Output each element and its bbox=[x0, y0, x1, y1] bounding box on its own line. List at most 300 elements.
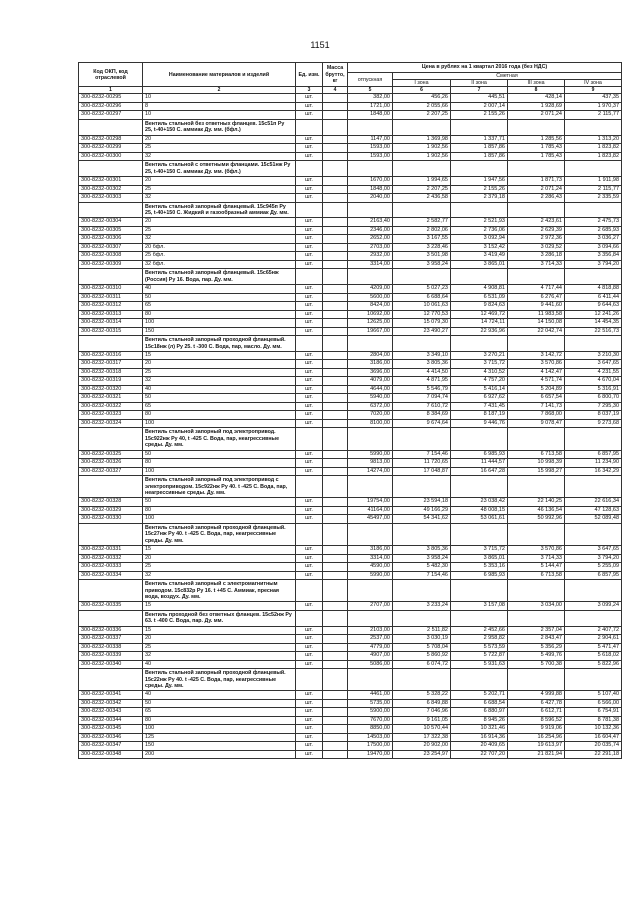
zone-2-price-cell: 1 857,86 bbox=[451, 144, 508, 153]
release-price-cell: 19754,00 bbox=[348, 498, 393, 507]
code-cell: 300-8232-00325 bbox=[79, 450, 143, 459]
group-code-cell bbox=[79, 669, 143, 691]
unit-cell: шт. bbox=[296, 385, 323, 394]
empty-cell bbox=[451, 428, 508, 450]
mass-cell bbox=[323, 226, 348, 235]
group-header-row bbox=[79, 428, 622, 450]
release-price-cell: 45497,00 bbox=[348, 515, 393, 524]
code-cell: 300-8232-00316 bbox=[79, 351, 143, 360]
header-mass: Масса брутто, кг bbox=[323, 63, 348, 87]
empty-cell bbox=[508, 336, 565, 352]
zone-2-price-cell: 6 927,62 bbox=[451, 394, 508, 403]
name-cell: 10 bbox=[143, 94, 296, 103]
name-cell: 8 bbox=[143, 102, 296, 111]
zone-4-price-cell: 3 356,84 bbox=[565, 252, 622, 261]
table-row bbox=[79, 302, 622, 311]
empty-cell bbox=[565, 119, 622, 135]
zone-2-price-cell: 2 452,66 bbox=[451, 626, 508, 635]
name-cell: 25 bbox=[143, 643, 296, 652]
unit-cell: шт. bbox=[296, 554, 323, 563]
empty-cell bbox=[508, 610, 565, 626]
zone-1-price-cell: 20 902,00 bbox=[393, 742, 451, 751]
zone-2-price-cell: 23 038,42 bbox=[451, 498, 508, 507]
zone-2-price-cell: 3 157,08 bbox=[451, 602, 508, 611]
code-cell: 300-8232-00336 bbox=[79, 626, 143, 635]
zone-2-price-cell: 3 152,42 bbox=[451, 243, 508, 252]
header-unit: Ед. изм. bbox=[296, 63, 323, 87]
mass-cell bbox=[323, 419, 348, 428]
mass-cell bbox=[323, 102, 348, 111]
code-cell: 300-8232-00295 bbox=[79, 94, 143, 103]
code-cell: 300-8232-00334 bbox=[79, 571, 143, 580]
table-row bbox=[79, 218, 622, 227]
zone-1-price-cell: 2 436,58 bbox=[393, 194, 451, 203]
empty-cell bbox=[451, 476, 508, 498]
table-row bbox=[79, 285, 622, 294]
empty-cell bbox=[296, 202, 323, 218]
code-cell: 300-8232-00313 bbox=[79, 310, 143, 319]
unit-cell: шт. bbox=[296, 368, 323, 377]
unit-cell: шт. bbox=[296, 571, 323, 580]
code-cell: 300-8232-00337 bbox=[79, 635, 143, 644]
table-row bbox=[79, 546, 622, 555]
unit-cell: шт. bbox=[296, 419, 323, 428]
table-row bbox=[79, 252, 622, 261]
mass-cell bbox=[323, 351, 348, 360]
zone-3-price-cell: 3 714,33 bbox=[508, 260, 565, 269]
zone-3-price-cell: 3 142,72 bbox=[508, 351, 565, 360]
zone-1-price-cell: 2 511,82 bbox=[393, 626, 451, 635]
release-price-cell: 4079,00 bbox=[348, 377, 393, 386]
unit-cell: шт. bbox=[296, 293, 323, 302]
empty-cell bbox=[348, 669, 393, 691]
zone-3-price-cell: 1 928,69 bbox=[508, 102, 565, 111]
column-number: 7 bbox=[451, 87, 508, 94]
empty-cell bbox=[296, 523, 323, 545]
empty-cell bbox=[451, 119, 508, 135]
code-cell: 300-8232-00333 bbox=[79, 563, 143, 572]
group-title: Вентиль стальной запорный фланцевый. 15с65нж (Россия) Ру 16. Вода, пар. Ду. мм. bbox=[143, 269, 296, 285]
name-cell: 40 bbox=[143, 691, 296, 700]
zone-1-price-cell: 1 902,56 bbox=[393, 144, 451, 153]
mass-cell bbox=[323, 459, 348, 468]
zone-1-price-cell: 1 369,98 bbox=[393, 135, 451, 144]
price-table bbox=[78, 62, 622, 759]
zone-1-price-cell: 7 610,72 bbox=[393, 402, 451, 411]
release-price-cell: 5900,00 bbox=[348, 708, 393, 717]
zone-1-price-cell: 3 167,55 bbox=[393, 235, 451, 244]
table-row bbox=[79, 185, 622, 194]
empty-cell bbox=[393, 610, 451, 626]
empty-cell bbox=[323, 161, 348, 177]
release-price-cell: 5990,00 bbox=[348, 571, 393, 580]
mass-cell bbox=[323, 742, 348, 751]
zone-1-price-cell: 7 046,96 bbox=[393, 708, 451, 717]
zone-2-price-cell: 6 880,97 bbox=[451, 708, 508, 717]
table-row bbox=[79, 327, 622, 336]
zone-4-price-cell: 3 099,24 bbox=[565, 602, 622, 611]
zone-2-price-cell: 2 155,26 bbox=[451, 111, 508, 120]
table-row bbox=[79, 626, 622, 635]
unit-cell: шт. bbox=[296, 626, 323, 635]
code-cell: 300-8232-00341 bbox=[79, 691, 143, 700]
group-header-row bbox=[79, 476, 622, 498]
zone-2-price-cell: 9 446,76 bbox=[451, 419, 508, 428]
name-cell: 25 bbox=[143, 563, 296, 572]
empty-cell bbox=[393, 269, 451, 285]
zone-1-price-cell: 2 582,77 bbox=[393, 218, 451, 227]
mass-cell bbox=[323, 152, 348, 161]
zone-3-price-cell: 3 034,00 bbox=[508, 602, 565, 611]
mass-cell bbox=[323, 571, 348, 580]
code-cell: 300-8232-00339 bbox=[79, 652, 143, 661]
code-cell: 300-8232-00317 bbox=[79, 360, 143, 369]
unit-cell: шт. bbox=[296, 285, 323, 294]
table-row bbox=[79, 419, 622, 428]
unit-cell: шт. bbox=[296, 750, 323, 759]
mass-cell bbox=[323, 643, 348, 652]
empty-cell bbox=[296, 119, 323, 135]
unit-cell: шт. bbox=[296, 450, 323, 459]
zone-4-price-cell: 16 342,29 bbox=[565, 467, 622, 476]
zone-4-price-cell: 1 823,82 bbox=[565, 144, 622, 153]
code-cell: 300-8232-00331 bbox=[79, 546, 143, 555]
zone-2-price-cell: 2 736,06 bbox=[451, 226, 508, 235]
zone-1-price-cell: 9 674,64 bbox=[393, 419, 451, 428]
unit-cell: шт. bbox=[296, 94, 323, 103]
table-row bbox=[79, 716, 622, 725]
zone-2-price-cell: 3 270,21 bbox=[451, 351, 508, 360]
zone-2-price-cell: 14 724,11 bbox=[451, 319, 508, 328]
release-price-cell: 3314,00 bbox=[348, 260, 393, 269]
unit-cell: шт. bbox=[296, 691, 323, 700]
zone-2-price-cell: 5 573,59 bbox=[451, 643, 508, 652]
zone-4-price-cell: 3 094,66 bbox=[565, 243, 622, 252]
zone-2-price-cell: 48 008,15 bbox=[451, 506, 508, 515]
mass-cell bbox=[323, 260, 348, 269]
empty-cell bbox=[451, 336, 508, 352]
zone-4-price-cell: 4 670,04 bbox=[565, 377, 622, 386]
zone-2-price-cell: 22 707,20 bbox=[451, 750, 508, 759]
zone-4-price-cell: 2 115,77 bbox=[565, 185, 622, 194]
zone-1-price-cell: 3 501,98 bbox=[393, 252, 451, 261]
name-cell: 20 bbox=[143, 554, 296, 563]
table-row bbox=[79, 293, 622, 302]
table-row bbox=[79, 94, 622, 103]
zone-3-price-cell: 9 441,60 bbox=[508, 302, 565, 311]
zone-1-price-cell: 5 546,79 bbox=[393, 385, 451, 394]
empty-cell bbox=[508, 269, 565, 285]
empty-cell bbox=[348, 269, 393, 285]
unit-cell: шт. bbox=[296, 515, 323, 524]
name-cell: 100 bbox=[143, 419, 296, 428]
release-price-cell: 8100,00 bbox=[348, 419, 393, 428]
zone-2-price-cell: 5 931,63 bbox=[451, 660, 508, 669]
zone-2-price-cell: 6 531,09 bbox=[451, 293, 508, 302]
zone-2-price-cell: 2 007,14 bbox=[451, 102, 508, 111]
zone-4-price-cell: 12 241,26 bbox=[565, 310, 622, 319]
release-price-cell: 9813,00 bbox=[348, 459, 393, 468]
zone-3-price-cell: 1 285,56 bbox=[508, 135, 565, 144]
header-estimate: Сметная bbox=[393, 73, 622, 80]
mass-cell bbox=[323, 285, 348, 294]
code-cell: 300-8232-00326 bbox=[79, 459, 143, 468]
code-cell: 300-8232-00307 bbox=[79, 243, 143, 252]
zone-3-price-cell: 2 357,04 bbox=[508, 626, 565, 635]
zone-3-price-cell: 5 144,47 bbox=[508, 563, 565, 572]
release-price-cell: 1848,00 bbox=[348, 185, 393, 194]
table-row bbox=[79, 194, 622, 203]
zone-1-price-cell: 5 328,22 bbox=[393, 691, 451, 700]
name-cell: 40 bbox=[143, 660, 296, 669]
empty-cell bbox=[508, 202, 565, 218]
unit-cell: шт. bbox=[296, 708, 323, 717]
mass-cell bbox=[323, 144, 348, 153]
unit-cell: шт. bbox=[296, 402, 323, 411]
header-code: Код ОКП, код отраслевой bbox=[79, 63, 143, 87]
group-code-cell bbox=[79, 523, 143, 545]
zone-4-price-cell: 3 036,27 bbox=[565, 235, 622, 244]
zone-3-price-cell: 5 204,89 bbox=[508, 385, 565, 394]
name-cell: 15 bbox=[143, 602, 296, 611]
release-price-cell: 1593,00 bbox=[348, 152, 393, 161]
zone-2-price-cell: 16 914,36 bbox=[451, 733, 508, 742]
header-price-title: Цена в рублях на 1 квартал 2016 года (без НДС) bbox=[348, 63, 622, 73]
group-header-row bbox=[79, 336, 622, 352]
zone-2-price-cell: 1 947,56 bbox=[451, 177, 508, 186]
empty-cell bbox=[393, 580, 451, 602]
zone-1-price-cell: 2 207,25 bbox=[393, 111, 451, 120]
empty-cell bbox=[451, 269, 508, 285]
mass-cell bbox=[323, 111, 348, 120]
zone-1-price-cell: 3 805,36 bbox=[393, 360, 451, 369]
zone-4-price-cell: 1 911,98 bbox=[565, 177, 622, 186]
name-cell: 80 bbox=[143, 411, 296, 420]
zone-1-price-cell: 17 048,87 bbox=[393, 467, 451, 476]
mass-cell bbox=[323, 319, 348, 328]
empty-cell bbox=[451, 610, 508, 626]
table-row bbox=[79, 635, 622, 644]
zone-2-price-cell: 4 908,81 bbox=[451, 285, 508, 294]
table-row bbox=[79, 102, 622, 111]
zone-2-price-cell: 2 155,26 bbox=[451, 185, 508, 194]
column-number: 8 bbox=[508, 87, 565, 94]
unit-cell: шт. bbox=[296, 660, 323, 669]
table-row bbox=[79, 742, 622, 751]
zone-3-price-cell: 4 142,47 bbox=[508, 368, 565, 377]
zone-2-price-cell: 8 945,26 bbox=[451, 716, 508, 725]
code-cell: 300-8232-00328 bbox=[79, 498, 143, 507]
group-header-row bbox=[79, 202, 622, 218]
empty-cell bbox=[565, 610, 622, 626]
group-title: Вентиль стальной запорный проходной фланцевый. 15с18нж (л) Ру 25. t -300 С. Вода, пар, масло. Ду. мм. bbox=[143, 336, 296, 352]
table-row bbox=[79, 691, 622, 700]
zone-4-price-cell: 6 800,70 bbox=[565, 394, 622, 403]
zone-1-price-cell: 49 166,29 bbox=[393, 506, 451, 515]
name-cell: 20 bbox=[143, 135, 296, 144]
unit-cell: шт. bbox=[296, 506, 323, 515]
empty-cell bbox=[393, 523, 451, 545]
header-zone-4: IV зона bbox=[565, 80, 622, 87]
table-row bbox=[79, 135, 622, 144]
release-price-cell: 3186,00 bbox=[348, 360, 393, 369]
zone-3-price-cell: 4 717,44 bbox=[508, 285, 565, 294]
name-cell: 20 бфл. bbox=[143, 243, 296, 252]
zone-3-price-cell: 1 785,43 bbox=[508, 152, 565, 161]
zone-1-price-cell: 9 161,05 bbox=[393, 716, 451, 725]
unit-cell: шт. bbox=[296, 102, 323, 111]
code-cell: 300-8232-00346 bbox=[79, 733, 143, 742]
zone-3-price-cell: 2 071,24 bbox=[508, 185, 565, 194]
unit-cell: шт. bbox=[296, 152, 323, 161]
release-price-cell: 12625,00 bbox=[348, 319, 393, 328]
zone-3-price-cell: 2 286,43 bbox=[508, 194, 565, 203]
name-cell: 65 bbox=[143, 708, 296, 717]
zone-3-price-cell: 4 999,88 bbox=[508, 691, 565, 700]
zone-2-price-cell: 3 715,72 bbox=[451, 546, 508, 555]
name-cell: 15 bbox=[143, 351, 296, 360]
release-price-cell: 1593,00 bbox=[348, 144, 393, 153]
zone-4-price-cell: 11 234,90 bbox=[565, 459, 622, 468]
zone-4-price-cell: 6 754,91 bbox=[565, 708, 622, 717]
zone-4-price-cell: 6 857,95 bbox=[565, 450, 622, 459]
zone-3-price-cell: 6 713,58 bbox=[508, 571, 565, 580]
zone-4-price-cell: 1 313,20 bbox=[565, 135, 622, 144]
empty-cell bbox=[323, 202, 348, 218]
header-name: Наименование материалов и изделий bbox=[143, 63, 296, 87]
zone-4-price-cell: 9 273,68 bbox=[565, 419, 622, 428]
empty-cell bbox=[296, 161, 323, 177]
mass-cell bbox=[323, 733, 348, 742]
release-price-cell: 5990,00 bbox=[348, 450, 393, 459]
zone-1-price-cell: 5 860,92 bbox=[393, 652, 451, 661]
release-price-cell: 41164,00 bbox=[348, 506, 393, 515]
empty-cell bbox=[348, 336, 393, 352]
zone-4-price-cell: 5 107,40 bbox=[565, 691, 622, 700]
table-row bbox=[79, 450, 622, 459]
unit-cell: шт. bbox=[296, 652, 323, 661]
code-cell: 300-8232-00296 bbox=[79, 102, 143, 111]
zone-1-price-cell: 3 958,24 bbox=[393, 260, 451, 269]
group-code-cell bbox=[79, 610, 143, 626]
group-code-cell bbox=[79, 336, 143, 352]
table-row bbox=[79, 152, 622, 161]
mass-cell bbox=[323, 411, 348, 420]
zone-3-price-cell: 2 071,24 bbox=[508, 111, 565, 120]
mass-cell bbox=[323, 750, 348, 759]
zone-4-price-cell: 2 475,73 bbox=[565, 218, 622, 227]
table-body bbox=[79, 94, 622, 759]
zone-3-price-cell: 3 029,52 bbox=[508, 243, 565, 252]
table-row bbox=[79, 708, 622, 717]
empty-cell bbox=[565, 336, 622, 352]
name-cell: 150 bbox=[143, 327, 296, 336]
zone-1-price-cell: 23 594,18 bbox=[393, 498, 451, 507]
mass-cell bbox=[323, 94, 348, 103]
code-cell: 300-8232-00319 bbox=[79, 377, 143, 386]
empty-cell bbox=[348, 161, 393, 177]
empty-cell bbox=[296, 476, 323, 498]
zone-2-price-cell: 5 722,87 bbox=[451, 652, 508, 661]
group-header-row bbox=[79, 161, 622, 177]
empty-cell bbox=[565, 523, 622, 545]
zone-2-price-cell: 11 444,57 bbox=[451, 459, 508, 468]
release-price-cell: 5600,00 bbox=[348, 293, 393, 302]
zone-1-price-cell: 12 770,53 bbox=[393, 310, 451, 319]
unit-cell: шт. bbox=[296, 602, 323, 611]
release-price-cell: 7020,00 bbox=[348, 411, 393, 420]
zone-2-price-cell: 3 419,49 bbox=[451, 252, 508, 261]
zone-1-price-cell: 23 490,27 bbox=[393, 327, 451, 336]
unit-cell: шт. bbox=[296, 394, 323, 403]
group-header-row bbox=[79, 610, 622, 626]
release-price-cell: 5940,00 bbox=[348, 394, 393, 403]
zone-4-price-cell: 10 132,36 bbox=[565, 725, 622, 734]
zone-2-price-cell: 445,51 bbox=[451, 94, 508, 103]
name-cell: 100 bbox=[143, 319, 296, 328]
table-row bbox=[79, 394, 622, 403]
group-header-row bbox=[79, 269, 622, 285]
zone-4-price-cell: 5 618,02 bbox=[565, 652, 622, 661]
column-number: 3 bbox=[296, 87, 323, 94]
zone-1-price-cell: 54 341,62 bbox=[393, 515, 451, 524]
code-cell: 300-8232-00323 bbox=[79, 411, 143, 420]
code-cell: 300-8232-00303 bbox=[79, 194, 143, 203]
group-header-row bbox=[79, 119, 622, 135]
group-code-cell bbox=[79, 580, 143, 602]
zone-2-price-cell: 1 857,86 bbox=[451, 152, 508, 161]
mass-cell bbox=[323, 360, 348, 369]
zone-1-price-cell: 7 154,46 bbox=[393, 571, 451, 580]
zone-4-price-cell: 6 566,00 bbox=[565, 699, 622, 708]
zone-4-price-cell: 14 454,35 bbox=[565, 319, 622, 328]
zone-1-price-cell: 15 079,30 bbox=[393, 319, 451, 328]
table-row bbox=[79, 554, 622, 563]
table-row bbox=[79, 725, 622, 734]
unit-cell: шт. bbox=[296, 177, 323, 186]
mass-cell bbox=[323, 185, 348, 194]
name-cell: 50 bbox=[143, 450, 296, 459]
zone-4-price-cell: 5 822,96 bbox=[565, 660, 622, 669]
release-price-cell: 4907,00 bbox=[348, 652, 393, 661]
code-cell: 300-8232-00330 bbox=[79, 515, 143, 524]
zone-3-price-cell: 2 423,61 bbox=[508, 218, 565, 227]
zone-2-price-cell: 3 092,94 bbox=[451, 235, 508, 244]
empty-cell bbox=[323, 336, 348, 352]
release-price-cell: 3696,00 bbox=[348, 368, 393, 377]
mass-cell bbox=[323, 546, 348, 555]
unit-cell: шт. bbox=[296, 302, 323, 311]
mass-cell bbox=[323, 377, 348, 386]
zone-4-price-cell: 22 291,18 bbox=[565, 750, 622, 759]
unit-cell: шт. bbox=[296, 260, 323, 269]
name-cell: 80 bbox=[143, 716, 296, 725]
zone-1-price-cell: 17 322,38 bbox=[393, 733, 451, 742]
code-cell: 300-8232-00348 bbox=[79, 750, 143, 759]
zone-4-price-cell: 2 335,59 bbox=[565, 194, 622, 203]
zone-4-price-cell: 3 647,65 bbox=[565, 546, 622, 555]
mass-cell bbox=[323, 626, 348, 635]
name-cell: 32 bbox=[143, 194, 296, 203]
column-number-row bbox=[79, 87, 622, 94]
code-cell: 300-8232-00302 bbox=[79, 185, 143, 194]
mass-cell bbox=[323, 725, 348, 734]
release-price-cell: 7670,00 bbox=[348, 716, 393, 725]
empty-cell bbox=[348, 476, 393, 498]
empty-cell bbox=[348, 119, 393, 135]
unit-cell: шт. bbox=[296, 716, 323, 725]
name-cell: 50 bbox=[143, 394, 296, 403]
